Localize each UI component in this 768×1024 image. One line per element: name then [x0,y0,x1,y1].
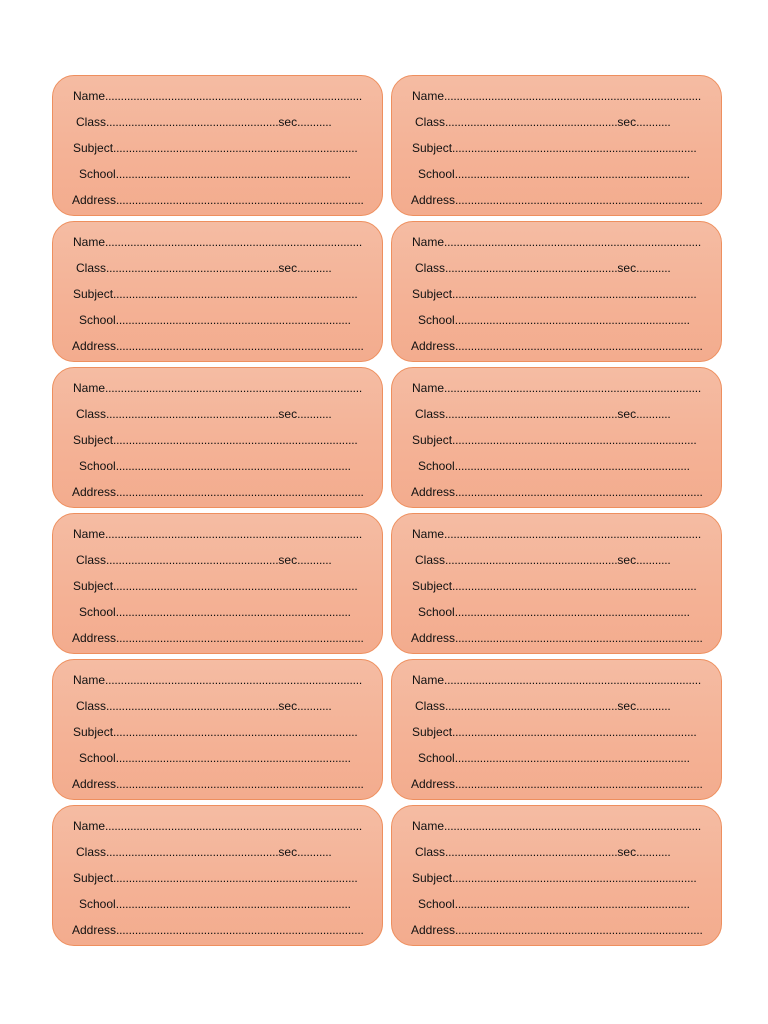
name-line[interactable] [73,673,362,687]
name-line[interactable] [412,673,701,687]
class-field-label: Class [76,261,107,275]
label-sheet [52,75,722,946]
class-line[interactable] [76,553,332,567]
subject-leader: .............................................................................. [113,433,358,447]
school-line[interactable] [79,605,351,619]
address-leader: ............................................................................... [116,777,364,791]
subject-leader: .............................................................................. [452,725,697,739]
subject-line[interactable] [412,725,696,739]
class-field-label: Class [415,699,446,713]
subject-line[interactable] [73,871,357,885]
class-line[interactable] [76,115,332,129]
school-leader: ........................................................................... [115,897,351,911]
sec-leader: ........... [297,261,332,275]
sec-leader: ........... [297,699,332,713]
sec-leader: ........... [636,407,671,421]
sec-leader: ........... [297,553,332,567]
class-field-label: Class [415,553,446,567]
subject-leader: .............................................................................. [452,433,697,447]
name-field-label: Name [412,819,445,833]
address-line[interactable] [411,631,703,645]
subject-leader: .............................................................................. [113,287,358,301]
class-leader: ....................................................... [106,553,279,567]
school-line[interactable] [418,897,690,911]
sec-field-label: sec [278,553,298,567]
name-field-label: Name [412,527,445,541]
school-leader: ........................................................................... [115,459,351,473]
name-field-label: Name [73,235,106,249]
address-field-label: Address [411,777,456,791]
subject-leader: .............................................................................. [452,871,697,885]
address-leader: ............................................................................... [455,631,703,645]
name-field-label: Name [73,527,106,541]
subject-field-label: Subject [73,579,114,593]
sec-leader: ........... [636,845,671,859]
name-label [52,659,383,800]
name-leader: .................................................................................. [444,527,702,541]
class-field-label: Class [415,407,446,421]
class-field-label: Class [415,845,446,859]
address-field-label: Address [72,485,117,499]
address-field-label: Address [72,339,117,353]
subject-field-label: Subject [73,725,114,739]
school-field-label: School [79,167,116,181]
address-line[interactable] [72,485,364,499]
name-leader: .................................................................................. [105,673,363,687]
subject-field-label: Subject [412,725,453,739]
address-leader: ............................................................................... [455,193,703,207]
sec-leader: ........... [636,261,671,275]
school-field-label: School [418,459,455,473]
school-line[interactable] [418,605,690,619]
class-leader: ....................................................... [445,261,618,275]
subject-field-label: Subject [412,433,453,447]
class-leader: ....................................................... [106,407,279,421]
school-line[interactable] [79,897,351,911]
school-leader: ........................................................................... [115,751,351,765]
sec-leader: ........... [297,115,332,129]
address-leader: ............................................................................... [116,631,364,645]
name-label [391,75,722,216]
address-field-label: Address [411,923,456,937]
subject-line[interactable] [73,433,357,447]
address-leader: ............................................................................... [116,339,364,353]
address-line[interactable] [411,777,703,791]
sec-leader: ........... [297,407,332,421]
class-leader: ....................................................... [106,115,279,129]
class-leader: ....................................................... [106,261,279,275]
address-line[interactable] [72,923,364,937]
subject-field-label: Subject [73,433,114,447]
class-line[interactable] [415,553,671,567]
class-line[interactable] [76,699,332,713]
school-field-label: School [79,751,116,765]
sec-leader: ........... [636,699,671,713]
address-leader: ............................................................................... [455,777,703,791]
school-leader: ........................................................................... [454,897,690,911]
subject-leader: .............................................................................. [452,287,697,301]
class-line[interactable] [415,845,671,859]
subject-leader: .............................................................................. [113,725,358,739]
address-line[interactable] [411,485,703,499]
name-leader: .................................................................................. [105,89,363,103]
address-line[interactable] [72,193,364,207]
class-leader: ....................................................... [445,845,618,859]
address-line[interactable] [411,193,703,207]
address-leader: ............................................................................... [116,923,364,937]
name-line[interactable] [412,527,701,541]
school-line[interactable] [418,313,690,327]
address-line[interactable] [72,339,364,353]
name-line[interactable] [73,89,362,103]
school-leader: ........................................................................... [115,605,351,619]
school-leader: ........................................................................... [454,313,690,327]
school-field-label: School [79,313,116,327]
subject-field-label: Subject [412,579,453,593]
class-line[interactable] [415,261,671,275]
school-field-label: School [418,313,455,327]
name-line[interactable] [73,381,362,395]
name-label [391,513,722,654]
school-line[interactable] [418,167,690,181]
sec-field-label: sec [278,845,298,859]
name-label [391,659,722,800]
name-line[interactable] [73,235,362,249]
address-field-label: Address [72,777,117,791]
sec-leader: ........... [636,115,671,129]
name-field-label: Name [73,381,106,395]
address-line[interactable] [411,339,703,353]
sec-field-label: sec [617,553,637,567]
address-field-label: Address [72,193,117,207]
subject-field-label: Subject [412,871,453,885]
sec-field-label: sec [617,261,637,275]
school-field-label: School [418,897,455,911]
address-leader: ............................................................................... [455,923,703,937]
class-line[interactable] [415,115,671,129]
class-field-label: Class [76,407,107,421]
name-label [52,805,383,946]
address-field-label: Address [411,485,456,499]
address-field-label: Address [72,923,117,937]
name-leader: .................................................................................. [444,819,702,833]
class-leader: ....................................................... [106,845,279,859]
school-line[interactable] [79,459,351,473]
address-leader: ............................................................................... [455,339,703,353]
class-field-label: Class [415,261,446,275]
name-field-label: Name [73,673,106,687]
name-label [52,221,383,362]
school-field-label: School [418,167,455,181]
sec-leader: ........... [297,845,332,859]
name-line[interactable] [73,819,362,833]
school-leader: ........................................................................... [454,751,690,765]
address-field-label: Address [411,339,456,353]
sec-field-label: sec [617,845,637,859]
class-field-label: Class [76,115,107,129]
subject-line[interactable] [412,141,696,155]
name-label [52,367,383,508]
name-line[interactable] [412,381,701,395]
class-line[interactable] [76,261,332,275]
sec-field-label: sec [278,699,298,713]
name-label [391,221,722,362]
school-line[interactable] [79,167,351,181]
address-field-label: Address [72,631,117,645]
class-leader: ....................................................... [445,553,618,567]
subject-line[interactable] [412,871,696,885]
subject-line[interactable] [73,725,357,739]
school-line[interactable] [79,751,351,765]
school-field-label: School [418,751,455,765]
name-field-label: Name [412,89,445,103]
name-leader: .................................................................................. [105,381,363,395]
class-leader: ....................................................... [106,699,279,713]
school-leader: ........................................................................... [115,167,351,181]
address-line[interactable] [411,923,703,937]
subject-field-label: Subject [73,141,114,155]
subject-leader: .............................................................................. [452,141,697,155]
name-label [391,805,722,946]
subject-line[interactable] [412,579,696,593]
class-line[interactable] [76,407,332,421]
subject-field-label: Subject [73,287,114,301]
school-leader: ........................................................................... [454,459,690,473]
sec-field-label: sec [617,407,637,421]
subject-leader: .............................................................................. [452,579,697,593]
name-label [52,513,383,654]
name-leader: .................................................................................. [444,89,702,103]
name-line[interactable] [412,235,701,249]
subject-line[interactable] [412,433,696,447]
subject-line[interactable] [412,287,696,301]
subject-field-label: Subject [412,287,453,301]
name-leader: .................................................................................. [105,819,363,833]
address-leader: ............................................................................... [455,485,703,499]
subject-line[interactable] [73,287,357,301]
school-field-label: School [79,459,116,473]
address-line[interactable] [72,631,364,645]
school-leader: ........................................................................... [454,605,690,619]
subject-line[interactable] [73,579,357,593]
sec-field-label: sec [278,115,298,129]
name-line[interactable] [412,819,701,833]
subject-field-label: Subject [73,871,114,885]
sec-field-label: sec [617,115,637,129]
name-leader: .................................................................................. [444,235,702,249]
school-line[interactable] [418,459,690,473]
class-field-label: Class [76,553,107,567]
class-leader: ....................................................... [445,115,618,129]
address-leader: ............................................................................... [116,485,364,499]
subject-line[interactable] [73,141,357,155]
class-leader: ....................................................... [445,407,618,421]
address-leader: ............................................................................... [116,193,364,207]
sec-leader: ........... [636,553,671,567]
address-field-label: Address [411,631,456,645]
subject-leader: .............................................................................. [113,871,358,885]
school-field-label: School [79,605,116,619]
address-line[interactable] [72,777,364,791]
name-leader: .................................................................................. [105,235,363,249]
class-field-label: Class [415,115,446,129]
name-field-label: Name [73,819,106,833]
sec-field-label: sec [278,261,298,275]
class-field-label: Class [76,845,107,859]
name-label [52,75,383,216]
class-line[interactable] [415,407,671,421]
class-line[interactable] [76,845,332,859]
name-leader: .................................................................................. [105,527,363,541]
name-line[interactable] [73,527,362,541]
school-leader: ........................................................................... [454,167,690,181]
sec-field-label: sec [617,699,637,713]
school-field-label: School [79,897,116,911]
class-leader: ....................................................... [445,699,618,713]
name-field-label: Name [412,235,445,249]
class-line[interactable] [415,699,671,713]
school-field-label: School [418,605,455,619]
name-leader: .................................................................................. [444,381,702,395]
school-line[interactable] [418,751,690,765]
name-label [391,367,722,508]
name-line[interactable] [412,89,701,103]
class-field-label: Class [76,699,107,713]
subject-leader: .............................................................................. [113,141,358,155]
subject-field-label: Subject [412,141,453,155]
address-field-label: Address [411,193,456,207]
name-field-label: Name [412,673,445,687]
name-field-label: Name [73,89,106,103]
school-line[interactable] [79,313,351,327]
subject-leader: .............................................................................. [113,579,358,593]
sec-field-label: sec [278,407,298,421]
name-leader: .................................................................................. [444,673,702,687]
school-leader: ........................................................................... [115,313,351,327]
name-field-label: Name [412,381,445,395]
